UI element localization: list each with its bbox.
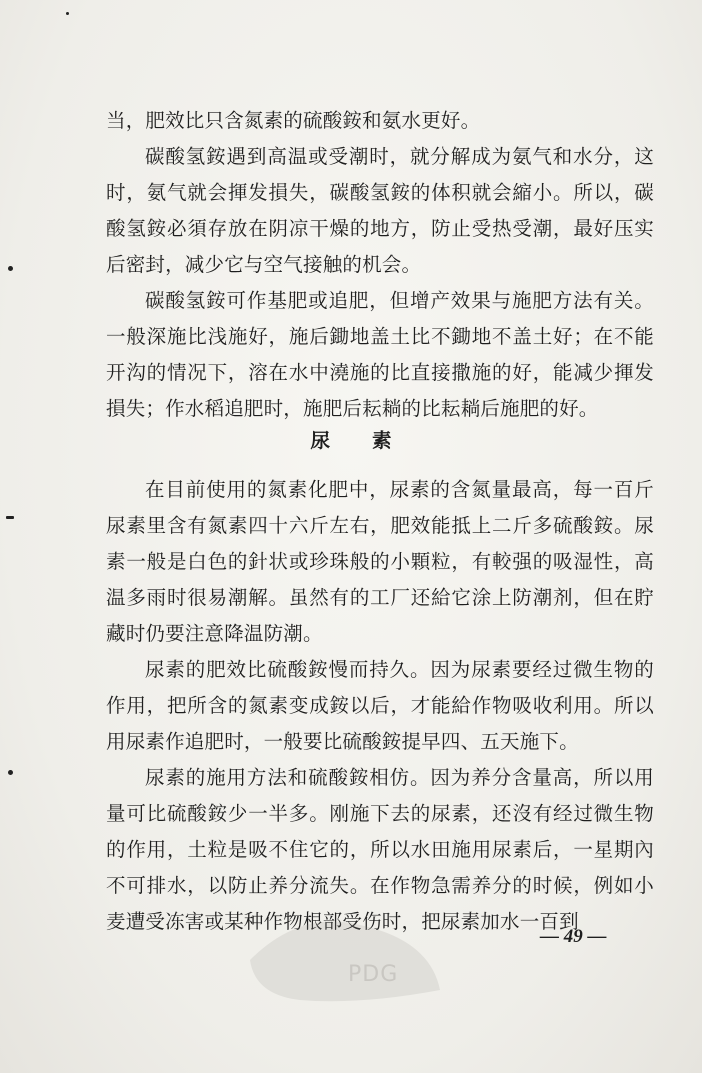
page-number: — 49 — xyxy=(540,926,607,947)
scan-speck xyxy=(6,516,14,519)
watermark-seal-icon xyxy=(240,900,450,1010)
body-text-after-section xyxy=(106,472,654,940)
paragraph: 当，肥效比只含氮素的硫酸銨和氨水更好。 xyxy=(106,109,481,132)
paragraph: 在目前使用的氮素化肥中，尿素的含氮量最高，每一百斤尿素里含有氮素四十六斤左右，肥效能抵上二斤多硫酸銨。尿素一般是白色的針状或珍珠般的小顆粒，有較强的吸湿性，高温多雨时很易潮解。虽然有的工厂还給它涂上防潮剂，但在貯藏时仍要注意降温防潮。 xyxy=(106,478,654,645)
scan-speck xyxy=(8,770,13,775)
scan-speck xyxy=(66,12,69,15)
paragraph: 尿素的肥效比硫酸銨慢而持久。因为尿素要经过微生物的作用，把所含的氮素变成銨以后，才能給作物吸收利用。所以用尿素作追肥时，一般要比硫酸銨提早四、五天施下。 xyxy=(106,658,654,753)
paragraph: 碳酸氢銨遇到高温或受潮时，就分解成为氨气和水分，这时，氨气就会揮发損失，碳酸氢銨的体积就会縮小。所以，碳酸氢銨必須存放在阴凉干燥的地方，防止受热受潮，最好压实后密封，减少它与空气接触的机会。 xyxy=(106,145,654,276)
scan-speck xyxy=(8,266,13,271)
section-heading: 尿素 xyxy=(310,429,434,452)
watermark-text: PDG xyxy=(348,962,399,987)
body-text-before-section xyxy=(106,103,654,427)
paragraph: 尿素的施用方法和硫酸銨相仿。因为养分含量高，所以用量可比硫酸銨少一半多。刚施下去的尿素，还沒有经过微生物的作用，土粒是吸不住它的，所以水田施用尿素后，一星期內不可排水，以防止养分流失。在作物急需养分的时候，例如小麦遭受冻害或某种作物根部受伤时，把尿素加水一百到 xyxy=(106,766,654,933)
paragraph: 碳酸氢銨可作基肥或追肥，但增产效果与施肥方法有关。一般深施比浅施好，施后鋤地盖土比不鋤地不盖土好；在不能开沟的情况下，溶在水中澆施的比直接撒施的好，能减少揮发損失；作水稻追肥时，施肥后耘耥的比耘耥后施肥的好。 xyxy=(106,289,654,420)
